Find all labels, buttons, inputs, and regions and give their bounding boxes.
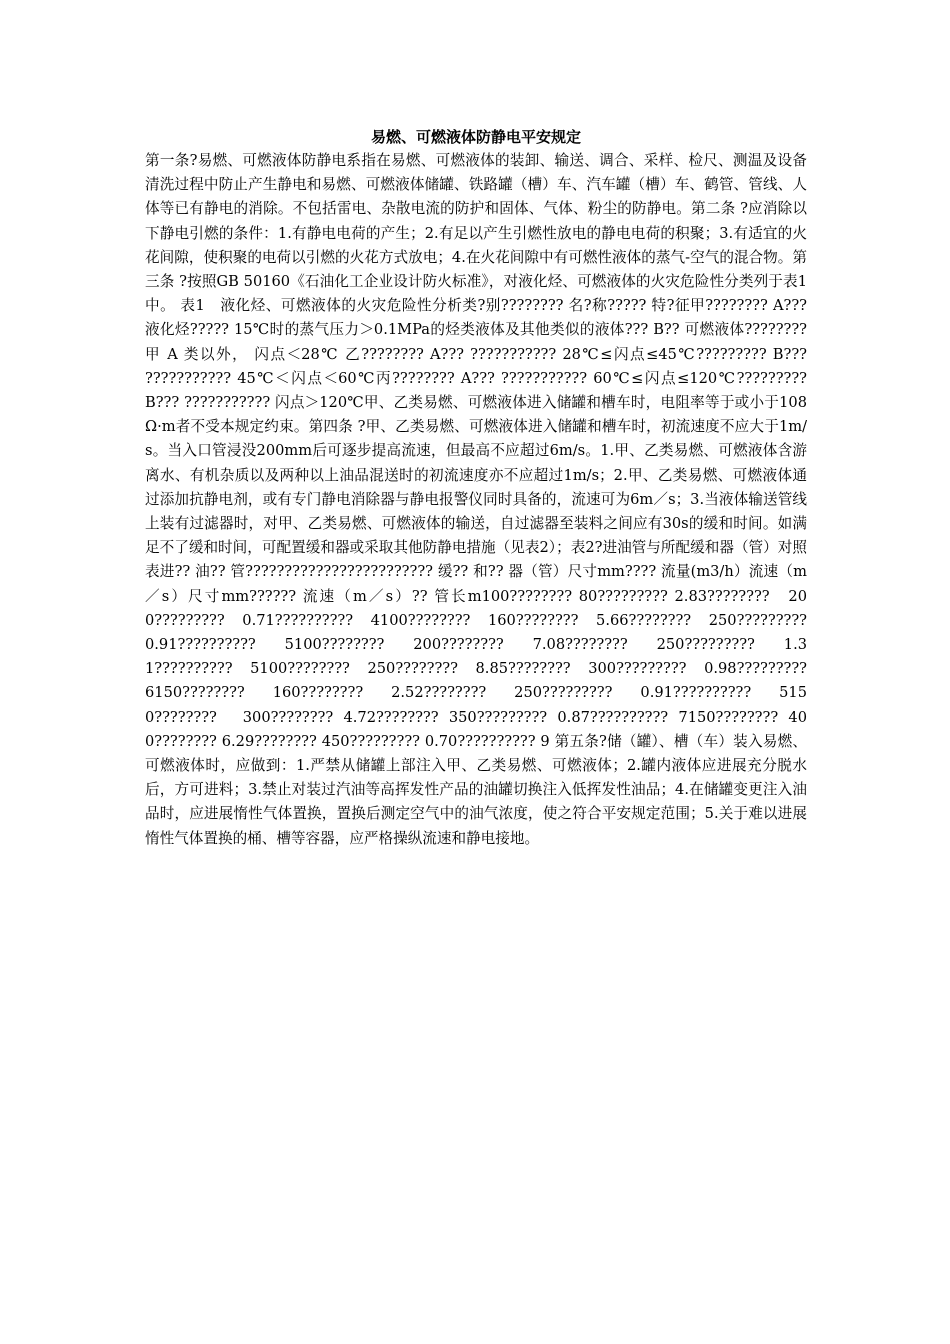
document-body-text: 第一条?易燃、可燃液体防静电系指在易燃、可燃液体的装卸、输送、调合、采样、检尺、测温及设备清洗过程中防止产生静电和易燃、可燃液体储罐、铁路罐（槽）车、汽车罐（槽）车、鹤管、管线、人体等已有静电的消除。不包括雷电、杂散电流的防护和固体、气体、粉尘的防静电。第二条 ?应消除以下静电引燃的条件：1.有静电电荷的产生；2.有足以产生引燃性放电的静电电荷的积聚；3.有适宜的火花间隙，使积聚的电荷以引燃的火花方式放电；4.在火花间隙中有可燃性液体的蒸气-空气的混合物。第三条 ?按照GB 50160《石油化工企业设计防火标准》，对液化烃、可燃液体的火灾危险性分类列于表1中。 表1 液化烃、可燃液体的火灾危险性分析类?别???????? 名?称????? 特?征甲???????? A??? 液化烃????? 15℃时的蒸气压力＞0.1MPa的烃类液体及其他类似的液体??? B?? 可燃液体???????? 甲 A 类以外， 闪点＜28℃ 乙???????? A??? ??????????? 28℃≤闪点≤45℃????????? B??? ??????????? 45℃＜闪点＜60℃丙???????? A??? ??????????? 60℃≤闪点≤120℃????????? B??? ??????????? 闪点＞120℃甲、乙类易燃、可燃液体进入储罐和槽车时，电阻率等于或小于108Ω·m者不受本规定约束。第四条 ?甲、乙类易燃、可燃液体进入储罐和槽车时，初流速度不应大于1m/s。当入口管浸没200mm后可逐步提高流速，但最高不应超过6m/s。1.甲、乙类易燃、可燃液体含游离水、有机杂质以及两种以上油品混送时的初流速度亦不应超过1m/s；2.甲、乙类易燃、可燃液体通过添加抗静电剂，或有专门静电消除器与静电报警仪同时具备的，流速可为6m／s；3.当液体输送管线上装有过滤器时，对甲、乙类易燃、可燃液体的输送，自过滤器至装料之间应有30s的缓和时间。如满足不了缓和时间，可配置缓和器或采取其他防静电措施（见表2）；表2?进油管与所配缓和器（管）对照表进?? 油?? 管???????????????????????? 缓?? 和?? 器（管）尺寸mm???? 流量(m3/h）流速（m／s）尺寸mm?????? 流速（m／s）?? 管长m100???????? 80????????? 2.83???????? 200????????? 0.71?????????? 4100???????? 160???????? 5.66???????? 250????????? 0.91?????????? 5100???????? 200???????? 7.08???????? 250????????? 1.31?????????? 5100???????? 250???????? 8.85???????? 300????????? 0.98????????? 6150???????? 160???????? 2.52???????? 250????????? 0.91?????????? 5150???????? 300???????? 4.72???????? 350????????? 0.87?????????? 7150???????? 400???????? 6.29???????? 450????????? 0.70?????????? 9 第五条?储（罐）、槽（车）装入易燃、可燃液体时，应做到：1.严禁从储罐上部注入甲、乙类易燃、可燃液体；2.罐内液体应进展充分脱水后，方可进料；3.禁止对装过汽油等高挥发性产品的油罐切换注入低挥发性油品；4.在储罐变更注入油品时，应进展惰性气体置换，置换后测定空气中的油气浓度，使之符合平安规定范围；5.关于难以进展惰性气体置换的桶、槽等容器，应严格操纵流速和静电接地。 — [145, 152, 822, 847]
document-title: 易燃、可燃液体防静电平安规定 — [370, 128, 581, 146]
